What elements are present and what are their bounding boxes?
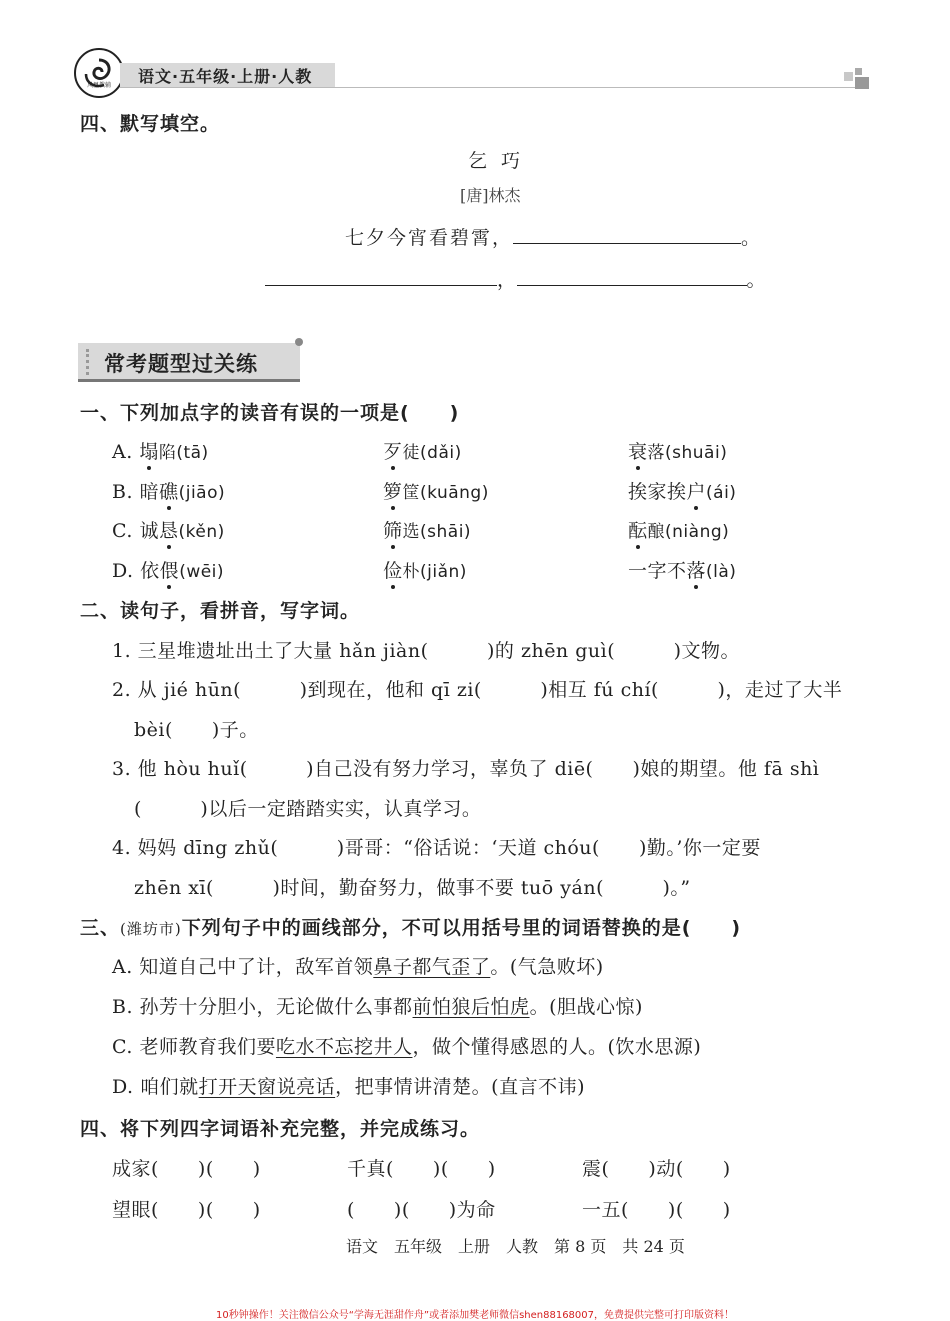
q2-sentence-2a: 2. 从 jié hūn( )到现在，他和 qī zi( )相互 fú chí( )，走过了大半 — [112, 679, 843, 701]
q1-option-d-3: 一字不落(là) — [628, 560, 737, 582]
poem-line-1-text: 七夕今宵看碧霄， — [345, 227, 514, 249]
banner-dots-decoration — [86, 349, 92, 375]
q1-option-d: D. 依偎(wēi) — [112, 560, 225, 582]
swirl-logo-icon — [76, 50, 122, 96]
poem-line-2 — [265, 265, 766, 292]
book-label: 语文·五年级·上册·人教 — [138, 67, 313, 86]
q2-stem: 二、读句子，看拼音，写字词。 — [80, 600, 361, 622]
poem-blank-1[interactable] — [513, 239, 741, 244]
poem-blank-3[interactable] — [517, 281, 747, 286]
poem-comma: ， — [497, 269, 517, 291]
q4-idiom-1: 成家( )( ) — [112, 1158, 261, 1180]
q1-option-b: B. 暗礁(jiāo) — [112, 481, 226, 503]
q1-option-b-2: 箩筐(kuāng) — [383, 481, 489, 503]
q1-option-c-2: 筛选(shāi) — [383, 520, 472, 542]
q3-source: (潍坊市) — [120, 920, 182, 938]
q4-idiom-5: ( )( )为命 — [347, 1199, 496, 1221]
q2-sentence-4b: zhēn xī( )时间，勤奋努力，做事不要 tuō yán( )。” — [134, 877, 691, 899]
q2-sentence-1: 1. 三星堆遗址出土了大量 hǎn jiàn( )的 zhēn guì( )文物。 — [112, 640, 741, 662]
q1-stem: 一、下列加点字的读音有误的一项是( ) — [80, 402, 460, 424]
q1-option-c-3: 酝酿(niàng) — [628, 520, 730, 542]
q3-underlined-c: 吃水不忘挖井人 — [275, 1036, 413, 1058]
q3-stem: 三、(潍坊市)下列句子中的画线部分，不可以用括号里的词语替换的是( ) — [80, 917, 742, 939]
q1-option-d-2: 俭朴(jiǎn) — [383, 560, 467, 582]
poem-blank-2[interactable] — [265, 281, 497, 286]
poem-line-1 — [345, 223, 762, 250]
q2-sentence-3a: 3. 他 hòu huǐ( )自己没有努力学习，辜负了 diē( )娘的期望。他 fā shì — [112, 758, 820, 780]
q3-underlined-d: 打开天窗说亮话 — [198, 1076, 336, 1098]
q3-option-b: B. 孙芳十分胆小，无论做什么事都前怕狼后怕虎。(胆战心惊) — [112, 996, 643, 1018]
q1-option-c: C. 诚恳(kěn) — [112, 520, 225, 542]
poem-author: [唐]林杰 — [460, 186, 521, 205]
logo-text: 风凰教辅 — [86, 82, 111, 89]
q3-underlined-a: 鼻子都气歪了 — [373, 956, 491, 978]
q4-idiom-2: 千真( )( ) — [347, 1158, 496, 1180]
q3-underlined-b: 前怕狼后怕虎 — [412, 996, 530, 1018]
section-banner — [78, 343, 300, 382]
q4-idiom-4: 望眼( )( ) — [112, 1199, 261, 1221]
header-rule — [120, 87, 855, 88]
q1-option-b-3: 挨家挨户(ái) — [628, 481, 737, 503]
q4-idiom-3: 震( )动( ) — [582, 1158, 731, 1180]
q2-sentence-4a: 4. 妈妈 dīng zhǔ( )哥哥：“俗话说：‘天道 chóu( )勤。’你一定要 — [112, 837, 761, 859]
q3-option-c: C. 老师教育我们要吃水不忘挖井人，做个懂得感恩的人。(饮水思源) — [112, 1036, 702, 1058]
q3-option-d: D. 咱们就打开天窗说亮话，把事情讲清楚。(直言不讳) — [112, 1076, 585, 1098]
promo-footer: 10秒钟操作！关注微信公众号“学海无涯甜作舟”或者添加樊老师微信shen88168007，免费提供完整可打印版资料！ — [215, 1310, 735, 1321]
q2-sentence-3b: ( )以后一定踏踏实实，认真学习。 — [134, 798, 482, 820]
section-4-dictation-title: 四、默写填空。 — [80, 113, 221, 135]
q1-option-a: A. 塌陷(tā) — [112, 441, 209, 463]
q4-stem: 四、将下列四字词语补充完整，并完成练习。 — [80, 1118, 481, 1140]
q2-sentence-2b: bèi( )子。 — [134, 719, 259, 741]
pin-icon — [292, 336, 306, 350]
poem-end-mark-2: 。 — [746, 269, 767, 291]
poem-title: 乞 巧 — [468, 150, 525, 172]
page-info-footer: 语文 五年级 上册 人教 第 8 页 共 24 页 — [346, 1237, 685, 1256]
header-logo — [74, 48, 124, 98]
q1-option-a-3: 衰落(shuāi) — [628, 441, 728, 463]
q3-option-a: A. 知道自己中了计，敌军首领鼻子都气歪了。(气急败坏) — [112, 956, 604, 978]
header-book-label-bar — [120, 63, 335, 87]
poem-end-mark-1: 。 — [741, 227, 763, 249]
q1-option-a-2: 歹徒(dǎi) — [383, 441, 462, 463]
q4-idiom-6: 一五( )( ) — [582, 1199, 731, 1221]
banner-label: 常考题型过关练 — [104, 351, 258, 376]
